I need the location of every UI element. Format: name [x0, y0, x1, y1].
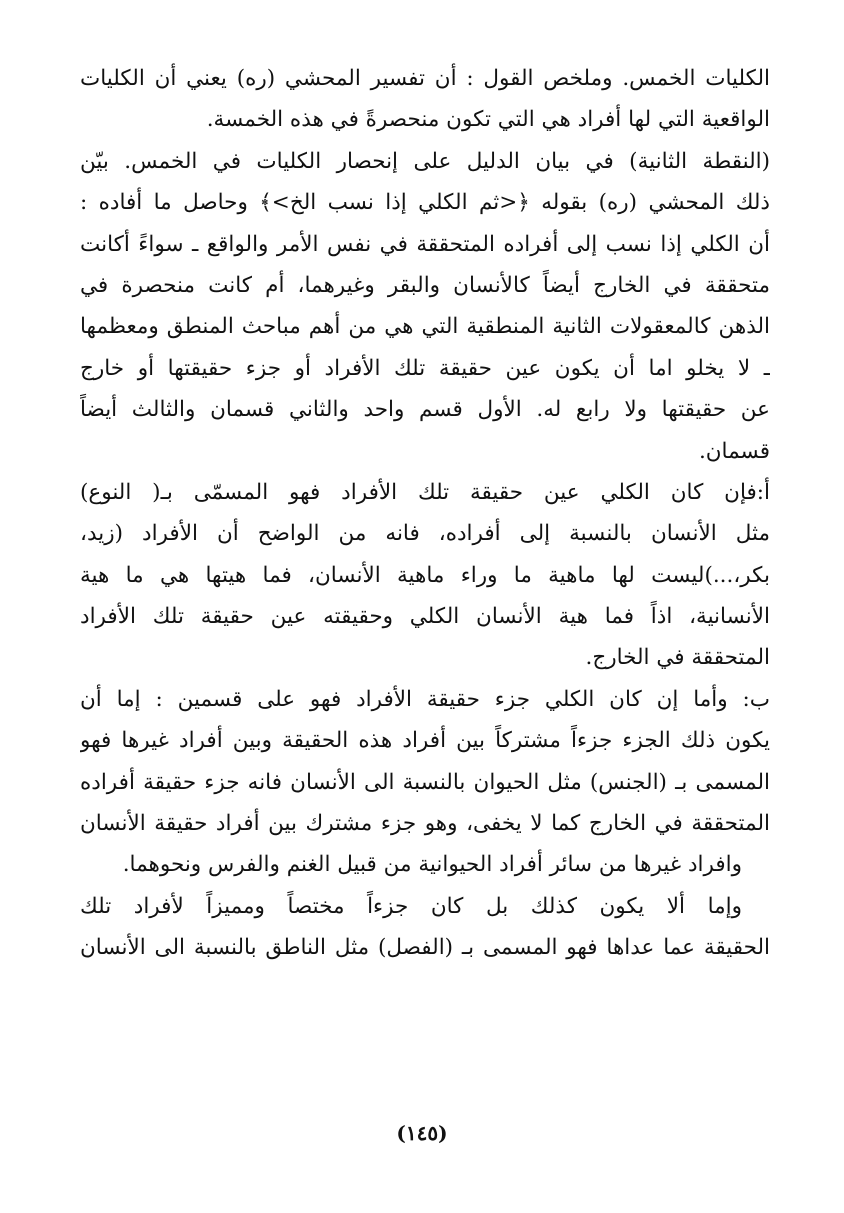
- text-line: بكر،...)ليست لها ماهية ما وراء ماهية الأنسان، فما هيتها هي ما هية: [80, 562, 770, 588]
- paragraph: [80, 141, 770, 472]
- text-line: المتحققة في الخارج.: [585, 645, 770, 671]
- text-line: المتحققة في الخارج كما لا يخفى، وهو جزء مشترك بين أفراد حقيقة الأنسان: [80, 811, 770, 837]
- paragraph: [80, 472, 770, 679]
- text-line: الحقيقة عما عداها فهو المسمى بـ (الفصل) مثل الناطق بالنسبة الى الأنسان: [80, 935, 770, 961]
- text-line: أ:فإن كان الكلي عين حقيقة تلك الأفراد فهو المسمّى بـ( النوع): [80, 479, 770, 505]
- text-line: متحققة في الخارج أيضاً كالأنسان والبقر وغيرهما، أم كانت منحصرة في: [80, 272, 770, 298]
- text-line: عن حقيقتها ولا رابع له. الأول قسم واحد والثاني قسمان والثالث أيضاً: [80, 397, 770, 423]
- text-line: الواقعية التي لها أفراد هي التي تكون منحصرةً في هذه الخمسة.: [206, 107, 770, 133]
- text-line: أن الكلي إذا نسب إلى أفراده المتحققة في نفس الأمر والواقع ـ سواءً أكانت: [80, 231, 770, 257]
- text-line: قسمان.: [698, 438, 770, 464]
- paragraph: [80, 679, 770, 886]
- text-line: ـ لا يخلو اما أن يكون عين حقيقة تلك الأفراد أو جزء حقيقتها أو خارج: [80, 355, 770, 381]
- text-line: يكون ذلك الجزء جزءاً مشتركاً بين أفراد هذه الحقيقة وبين أفراد غيرها فهو: [80, 728, 770, 754]
- page-body: [80, 58, 770, 969]
- text-line: الكليات الخمس. وملخص القول : أن تفسير المحشي (ره) يعني أن الكليات: [80, 66, 770, 91]
- text-line: (النقطة الثانية) في بيان الدليل على إنحصار الكليات في الخمس. بيّن: [80, 148, 770, 174]
- text-line: مثل الأنسان بالنسبة إلى أفراده، فانه من الواضح أن الأفراد (زيد،: [80, 521, 770, 547]
- paragraph: [80, 886, 770, 969]
- text-line: وافراد غيرها من سائر أفراد الحيوانية من قبيل الغنم والفرس ونحوهما.: [122, 852, 742, 878]
- text-line: الذهن كالمعقولات الثانية المنطقية التي هي من أهم مباحث المنطق ومعظمها: [80, 314, 770, 340]
- paragraph: [80, 58, 770, 141]
- text-line: المسمى بـ (الجنس) مثل الحيوان بالنسبة الى الأنسان فانه جزء حقيقة أفراده: [80, 769, 770, 795]
- text-line: الأنسانية، اذاً فما هية الأنسان الكلي وحقيقته عين حقيقة تلك الأفراد: [80, 604, 770, 630]
- text-line: وإما ألا يكون كذلك بل كان جزءاً مختصاً ومميزاً لأفراد تلك: [80, 893, 742, 919]
- page-number: (١٤٥): [396, 1121, 448, 1145]
- text-line: ذلك المحشي (ره) بقوله ﴿<ثم الكلي إذا نسب الخ>﴾ وحاصل ما أفاده :: [80, 190, 770, 216]
- text-line: ب: وأما إن كان الكلي جزء حقيقة الأفراد فهو على قسمين : إما أن: [80, 686, 770, 712]
